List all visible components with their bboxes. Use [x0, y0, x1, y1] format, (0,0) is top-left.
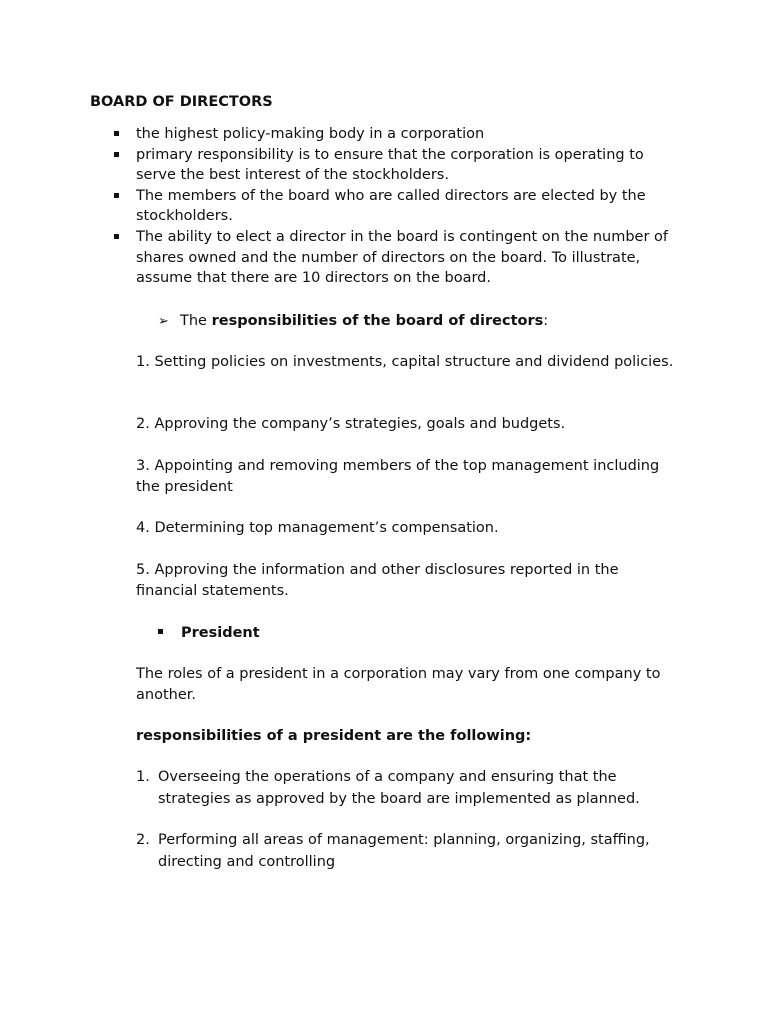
bullet-item — [90, 124, 680, 145]
square-bullet-icon — [114, 152, 119, 157]
list-number: 1. — [136, 769, 150, 785]
document-heading: BOARD OF DIRECTORS — [90, 94, 273, 110]
square-bullet-icon — [158, 629, 163, 634]
president-intro: The roles of a president in a corporation may vary from one company to another. — [136, 666, 661, 703]
list-number: 2. — [136, 832, 150, 848]
bullet-text: primary responsibility is to ensure that the corporation is operating to serve the best interest of the stockholders. — [136, 146, 644, 184]
president-responsibility-list — [136, 830, 676, 873]
president-heading-line — [158, 623, 260, 644]
square-bullet-icon — [114, 131, 119, 136]
director-bullet-list — [90, 124, 680, 289]
list-text: Overseeing the operations of a company and ensuring that the strategies as approved by the board are implemented as planned. — [158, 769, 640, 807]
list-item — [136, 767, 676, 810]
board-responsibility-item: 3. Appointing and removing members of the top management including the president — [136, 458, 660, 495]
board-responsibility-item: 5. Approving the information and other disclosures reported in the financial statements. — [136, 562, 619, 599]
president-heading: President — [181, 625, 260, 641]
board-responsibility-item: 2. Approving the company’s strategies, goals and budgets. — [136, 416, 566, 432]
board-responsibility-item: 1. Setting policies on investments, capital structure and dividend policies. — [136, 354, 674, 370]
square-bullet-icon — [114, 234, 119, 239]
bullet-item — [90, 145, 680, 186]
bullet-text: the highest policy-making body in a corporation — [136, 126, 485, 142]
board-responsibilities-intro — [158, 311, 548, 333]
bullet-text: The ability to elect a director in the board is contingent on the number of shares owned and the number of directors on the board. To illustrate, assume that there are 10 directors on the board. — [136, 228, 669, 287]
intro-bold: responsibilities of the board of directors — [211, 313, 544, 329]
list-item — [136, 830, 676, 873]
bullet-item — [90, 186, 680, 227]
board-responsibility-item: 4. Determining top management’s compensation. — [136, 520, 499, 536]
intro-prefix: The — [180, 313, 212, 329]
intro-suffix: : — [543, 313, 549, 329]
square-bullet-icon — [114, 193, 119, 198]
bullet-item — [90, 227, 680, 289]
president-responsibility-list — [136, 767, 676, 810]
arrow-bullet-icon: ➢ — [158, 314, 169, 329]
list-text: Performing all areas of management: planning, organizing, staffing, directing and controlling — [158, 832, 650, 870]
bullet-text: The members of the board who are called directors are elected by the stockholders. — [136, 187, 646, 225]
president-responsibilities-heading: responsibilities of a president are the following: — [136, 728, 532, 744]
